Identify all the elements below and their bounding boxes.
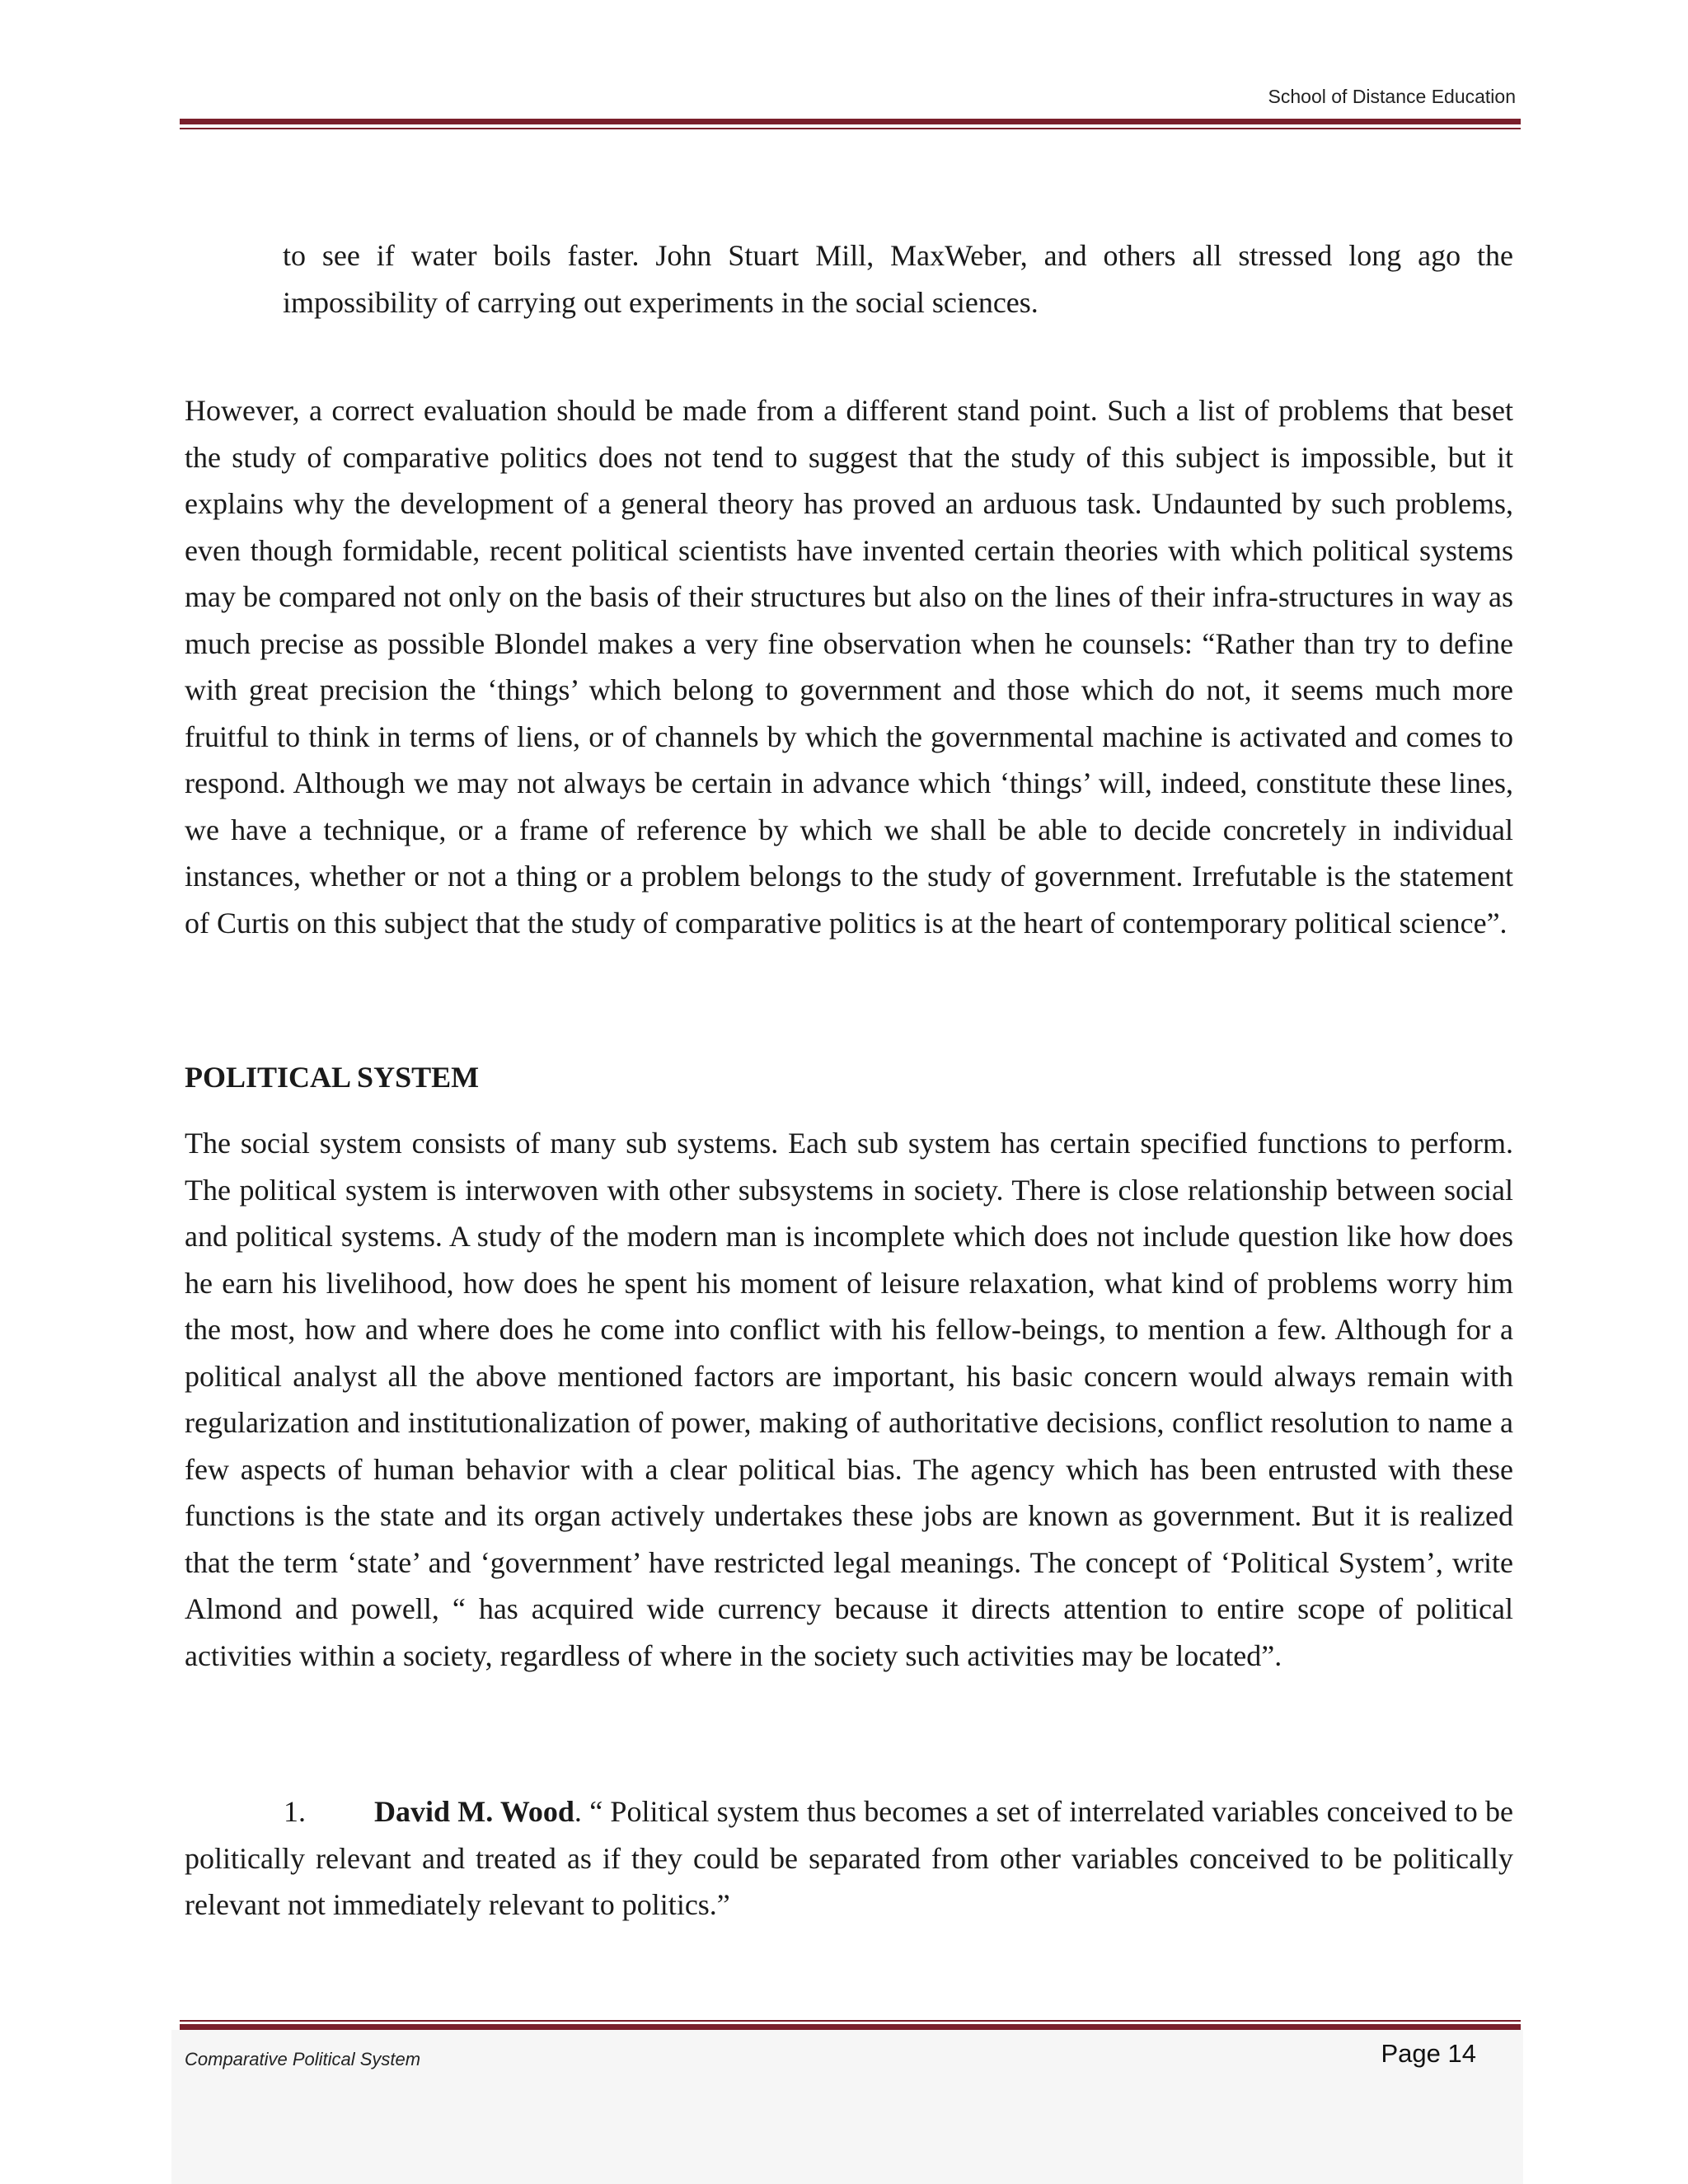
- header-rule-thin: [180, 128, 1521, 129]
- definition-number: 1.: [284, 1795, 306, 1828]
- section-heading: POLITICAL SYSTEM: [185, 1061, 480, 1094]
- header-rule-thick: [180, 119, 1521, 124]
- page-number: Page 14: [1381, 2039, 1476, 2068]
- header-institution: School of Distance Education: [1268, 86, 1516, 107]
- paragraph-political-system: The social system consists of many sub systems. Each sub system has certain specified functions to perform. The political system is interwoven with other subsystems in society. There is close relationship between social and political systems. A study of the modern man is incomplete which does not include question like how does he earn his livelihood, how does he spent his moment of leisure relaxation, what kind of problems worry him the most, how and where does he come into conflict with his fellow-beings, to mention a few. Although for a political analyst all the above mentioned factors are important, his basic concern would always remain with regularization and institutionalization of power, making of authoritative decisions, conflict resolution to name a few aspects of human behavior with a clear political bias. The agency which has been entrusted with these functions is the state and its organ actively undertakes these jobs are known as government. But it is realized that the term ‘state’ and ‘government’ have restricted legal meanings. The concept of ‘Political System’, write Almond and powell, “ has acquired wide currency because it directs attention to entire scope of political activities within a society, regardless of where in the society such activities may be located”.: [185, 1127, 1513, 1672]
- footer-course-title: Comparative Political System: [185, 2049, 421, 2069]
- paragraph-evaluation: However, a correct evaluation should be made from a different stand point. Such a list of problems that beset the study of comparative politics does not tend to suggest that the study of this subject is impossible, but it explains why the development of a general theory has proved an arduous task. Undaunted by such problems, even though formidable, recent political scientists have invented certain theories with which political systems may be compared not only on the basis of their structures but also on the lines of their infra-structures in way as much precise as possible Blondel makes a very fine observation when he counsels: “Rather than try to define with great precision the ‘things’ which belong to government and those which do not, it seems much more fruitful to think in terms of liens, or of channels by which the governmental machine is activated and comes to respond. Although we may not always be certain in advance which ‘things’ will, indeed, constitute these lines, we have a technique, or a frame of reference by which we shall be able to decide concretely in individual instances, whether or not a thing or a problem belongs to the study of government. Irrefutable is the statement of Curtis on this subject that the study of comparative politics is at the heart of contemporary political science”.: [185, 394, 1513, 940]
- continuation-quote: to see if water boils faster. John Stuart Mill, MaxWeber, and others all stressed long ago the impossibility of carrying out experiments in the social sciences.: [283, 239, 1513, 319]
- footer-rule-thin: [180, 2020, 1521, 2022]
- definition-text: . “ Political system thus becomes a set of interrelated variables conceived to be politically relevant and treated as if they could be separated from other variables conceived to be politically relevant not immediately relevant to politics.”: [185, 1795, 1513, 1921]
- definition-author: David M. Wood: [374, 1795, 574, 1828]
- footer-rule-thick: [180, 2024, 1521, 2030]
- definition-item-1: [185, 1788, 1513, 1929]
